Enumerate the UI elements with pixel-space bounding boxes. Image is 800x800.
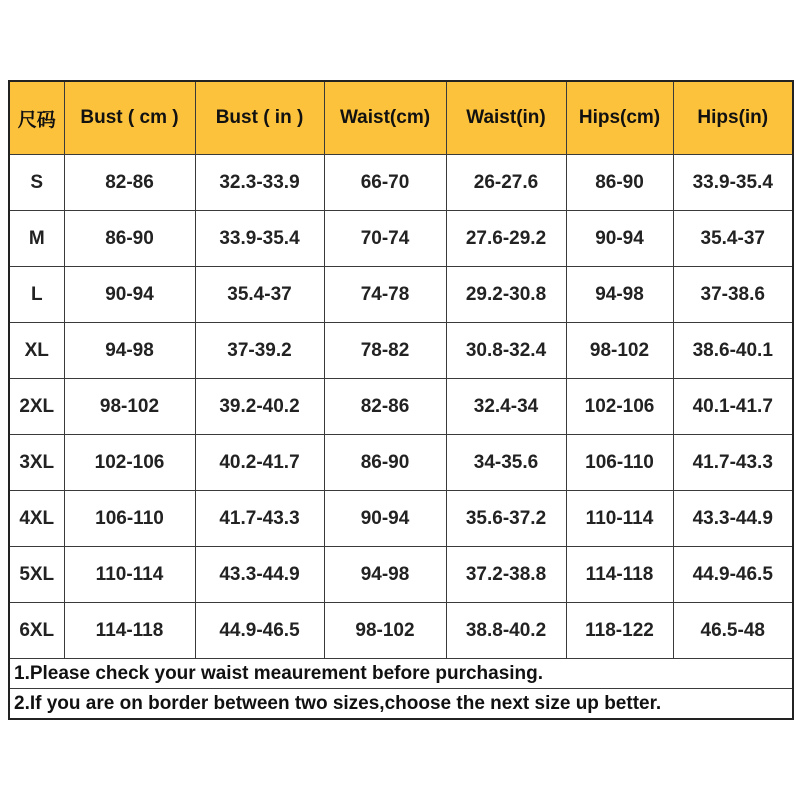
- bust-cm-cell: 114-118: [64, 603, 195, 659]
- bust-cm-cell: 110-114: [64, 547, 195, 603]
- bust-cm-cell: 90-94: [64, 267, 195, 323]
- size-cell: 6XL: [9, 603, 64, 659]
- waist-in-cell: 32.4-34: [446, 379, 566, 435]
- table-row: [9, 379, 793, 435]
- header-size: 尺码: [9, 81, 64, 155]
- bust-cm-cell: 106-110: [64, 491, 195, 547]
- hips-in-cell: 33.9-35.4: [673, 155, 793, 211]
- table-row: [9, 267, 793, 323]
- table-header: [9, 81, 793, 155]
- bust-in-cell: 39.2-40.2: [195, 379, 324, 435]
- bust-in-cell: 40.2-41.7: [195, 435, 324, 491]
- note-row: [9, 689, 793, 720]
- waist-in-cell: 27.6-29.2: [446, 211, 566, 267]
- header-hips-cm: Hips(cm): [566, 81, 673, 155]
- bust-cm-cell: 82-86: [64, 155, 195, 211]
- waist-in-cell: 35.6-37.2: [446, 491, 566, 547]
- table-row: [9, 211, 793, 267]
- bust-in-cell: 37-39.2: [195, 323, 324, 379]
- bust-in-cell: 44.9-46.5: [195, 603, 324, 659]
- bust-in-cell: 41.7-43.3: [195, 491, 324, 547]
- bust-cm-cell: 94-98: [64, 323, 195, 379]
- waist-cm-cell: 78-82: [324, 323, 446, 379]
- table-row: [9, 323, 793, 379]
- hips-cm-cell: 110-114: [566, 491, 673, 547]
- header-waist-in: Waist(in): [446, 81, 566, 155]
- size-cell: 3XL: [9, 435, 64, 491]
- header-bust-cm: Bust ( cm ): [64, 81, 195, 155]
- size-cell: M: [9, 211, 64, 267]
- waist-in-cell: 34-35.6: [446, 435, 566, 491]
- hips-in-cell: 40.1-41.7: [673, 379, 793, 435]
- header-bust-in: Bust ( in ): [195, 81, 324, 155]
- hips-cm-cell: 94-98: [566, 267, 673, 323]
- size-chart-table: [8, 80, 794, 720]
- waist-in-cell: 26-27.6: [446, 155, 566, 211]
- header-hips-in: Hips(in): [673, 81, 793, 155]
- size-cell: L: [9, 267, 64, 323]
- bust-cm-cell: 102-106: [64, 435, 195, 491]
- size-cell: XL: [9, 323, 64, 379]
- waist-cm-cell: 86-90: [324, 435, 446, 491]
- hips-in-cell: 43.3-44.9: [673, 491, 793, 547]
- bust-cm-cell: 86-90: [64, 211, 195, 267]
- table-row: [9, 547, 793, 603]
- waist-cm-cell: 66-70: [324, 155, 446, 211]
- hips-in-cell: 37-38.6: [673, 267, 793, 323]
- hips-in-cell: 46.5-48: [673, 603, 793, 659]
- hips-in-cell: 44.9-46.5: [673, 547, 793, 603]
- size-cell: 2XL: [9, 379, 64, 435]
- waist-in-cell: 30.8-32.4: [446, 323, 566, 379]
- table-row: [9, 491, 793, 547]
- bust-cm-cell: 98-102: [64, 379, 195, 435]
- bust-in-cell: 43.3-44.9: [195, 547, 324, 603]
- waist-in-cell: 38.8-40.2: [446, 603, 566, 659]
- hips-cm-cell: 106-110: [566, 435, 673, 491]
- hips-in-cell: 35.4-37: [673, 211, 793, 267]
- hips-in-cell: 38.6-40.1: [673, 323, 793, 379]
- table-body: [9, 155, 793, 720]
- waist-cm-cell: 74-78: [324, 267, 446, 323]
- hips-cm-cell: 90-94: [566, 211, 673, 267]
- table-row: [9, 155, 793, 211]
- size-cell: 5XL: [9, 547, 64, 603]
- waist-cm-cell: 70-74: [324, 211, 446, 267]
- waist-in-cell: 29.2-30.8: [446, 267, 566, 323]
- hips-cm-cell: 86-90: [566, 155, 673, 211]
- bust-in-cell: 33.9-35.4: [195, 211, 324, 267]
- note-size-up: 2.If you are on border between two sizes,choose the next size up better.: [9, 689, 793, 720]
- hips-cm-cell: 98-102: [566, 323, 673, 379]
- hips-in-cell: 41.7-43.3: [673, 435, 793, 491]
- note-waist-measurement: 1.Please check your waist meaurement before purchasing.: [9, 659, 793, 689]
- table-row: [9, 435, 793, 491]
- waist-cm-cell: 98-102: [324, 603, 446, 659]
- header-waist-cm: Waist(cm): [324, 81, 446, 155]
- hips-cm-cell: 102-106: [566, 379, 673, 435]
- waist-cm-cell: 94-98: [324, 547, 446, 603]
- header-row: [9, 81, 793, 155]
- table-row: [9, 603, 793, 659]
- size-cell: 4XL: [9, 491, 64, 547]
- bust-in-cell: 32.3-33.9: [195, 155, 324, 211]
- waist-cm-cell: 82-86: [324, 379, 446, 435]
- waist-in-cell: 37.2-38.8: [446, 547, 566, 603]
- note-row: [9, 659, 793, 689]
- size-cell: S: [9, 155, 64, 211]
- waist-cm-cell: 90-94: [324, 491, 446, 547]
- hips-cm-cell: 114-118: [566, 547, 673, 603]
- hips-cm-cell: 118-122: [566, 603, 673, 659]
- bust-in-cell: 35.4-37: [195, 267, 324, 323]
